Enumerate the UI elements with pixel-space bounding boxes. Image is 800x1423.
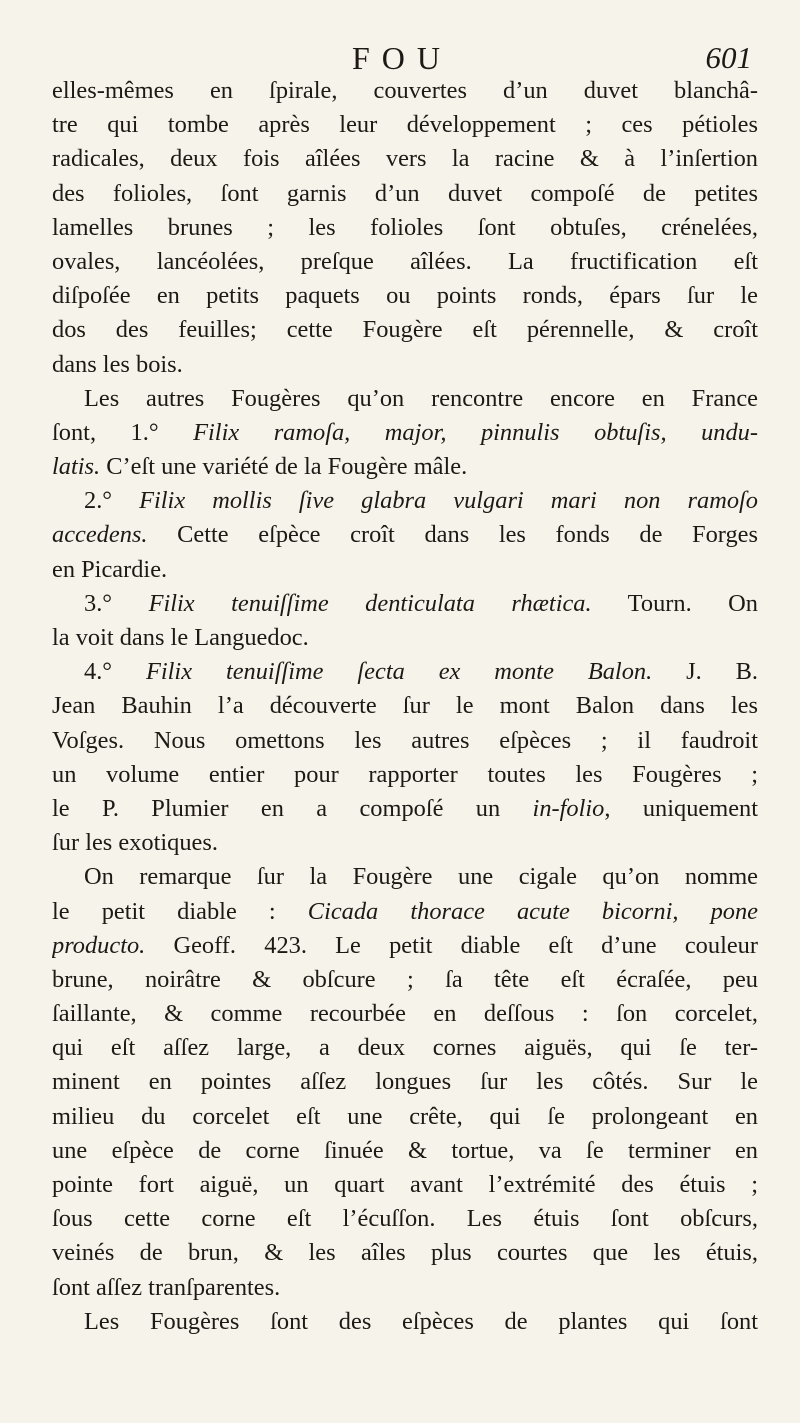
text-span: ſaillante, & comme recourbée en deſſous : ſon corcelet, — [52, 1000, 758, 1028]
text-line — [52, 1065, 758, 1099]
text-span: elles-mêmes en ſpirale, couvertes d’un duvet blanchâ- — [52, 77, 758, 104]
text-line — [52, 313, 758, 347]
body-text — [52, 74, 758, 1339]
text-span: dans les bois. — [52, 350, 183, 378]
text-span: une eſpèce de corne ſinuée & tortue, va ſe terminer en — [52, 1136, 758, 1164]
text-line — [52, 553, 758, 587]
text-span: milieu du corcelet eſt une crête, qui ſe prolongeant en — [52, 1102, 758, 1130]
text-line — [52, 348, 758, 382]
text-line — [52, 860, 758, 894]
text-line — [52, 1236, 758, 1270]
text-line — [52, 826, 758, 860]
italic-text: Filix tenuiſſime denticulata rhætica. — [148, 589, 592, 617]
text-span: On remarque ſur la Fougère une cigale qu’on nomme — [84, 863, 758, 891]
text-line — [52, 450, 758, 484]
text-span: le petit diable : — [52, 897, 308, 925]
text-span: Les autres Fougères qu’on rencontre encore en France — [84, 384, 758, 412]
text-span: , uniquement — [604, 794, 758, 822]
text-span: 3.° — [84, 589, 149, 617]
text-span: lamelles brunes ; les folioles ſont obtuſes, crénelées, — [52, 213, 758, 241]
text-line — [52, 142, 758, 176]
text-line — [52, 621, 758, 655]
text-span: diſpoſée en petits paquets ou points ronds, épars ſur le — [52, 282, 758, 310]
italic-text: accedens. — [52, 521, 148, 549]
text-span: veinés de brun, & les aîles plus courtes que les étuis, — [52, 1239, 758, 1267]
italic-text: in-folio — [532, 794, 605, 822]
text-span: la voit dans le Languedoc. — [52, 624, 309, 651]
text-line — [52, 1134, 758, 1168]
text-line — [52, 963, 758, 997]
text-line — [52, 74, 758, 108]
italic-text: latis. — [52, 453, 101, 481]
text-span: J. B. — [652, 658, 758, 686]
text-span: dos des feuilles; cette Fougère eſt pérennelle, & croît — [52, 316, 758, 344]
text-span: radicales, deux fois aîlées vers la racine & à l’inſertion — [52, 145, 758, 173]
text-line — [52, 177, 758, 211]
text-span: Les Fougères ſont des eſpèces de plantes qui ſont — [84, 1307, 758, 1335]
page-number: 601 — [705, 40, 752, 75]
text-line — [52, 655, 758, 689]
italic-text: Filix mollis ſive glabra vulgari mari non ramoſo — [139, 487, 758, 515]
text-line — [52, 1168, 758, 1202]
text-span: tre qui tombe après leur développement ; ces pétioles — [52, 111, 758, 139]
text-span: ſous cette corne eſt l’écuſſon. Les étuis ſont obſcurs, — [52, 1205, 758, 1233]
italic-text: Filix ramoſa, major, pinnulis obtuſis, undu- — [193, 418, 758, 446]
text-line — [52, 997, 758, 1031]
text-span: Jean Bauhin l’a découverte ſur le mont Balon dans les — [52, 692, 758, 720]
text-line — [52, 724, 758, 758]
text-line — [52, 1202, 758, 1236]
text-line — [52, 792, 758, 826]
italic-text: Filix tenuiſſime ſecta ex monte Balon. — [145, 658, 653, 686]
text-line — [52, 895, 758, 929]
text-span: minent en pointes aſſez longues ſur les côtés. Sur le — [52, 1068, 758, 1096]
text-line — [52, 518, 758, 552]
text-line — [52, 1100, 758, 1134]
text-line — [52, 382, 758, 416]
italic-text: Cicada thorace acute bicorni, pone — [307, 897, 758, 925]
text-line — [52, 689, 758, 723]
text-span: un volume entier pour rapporter toutes les Fougères ; — [52, 760, 758, 788]
italic-text: producto. — [52, 931, 146, 959]
text-line — [52, 108, 758, 142]
text-line — [52, 211, 758, 245]
text-line — [52, 1305, 758, 1339]
text-span: pointe fort aiguë, un quart avant l’extrémité des étuis ; — [52, 1171, 758, 1198]
text-span: Tourn. On — [591, 589, 758, 617]
text-span: ſur les exotiques. — [52, 829, 218, 857]
text-line — [52, 587, 758, 621]
text-line — [52, 416, 758, 450]
text-span: brune, noirâtre & obſcure ; ſa tête eſt écraſée, peu — [52, 965, 758, 993]
text-span: qui eſt aſſez large, a deux cornes aiguës, qui ſe ter- — [52, 1034, 758, 1062]
text-line — [52, 1271, 758, 1305]
text-span: 4.° — [84, 658, 146, 686]
text-line — [52, 1031, 758, 1065]
text-line — [52, 929, 758, 963]
text-span: Cette eſpèce croît dans les fonds de Forges — [147, 521, 758, 549]
text-span: ſont, 1.° — [52, 418, 194, 446]
text-span: C’eſt une variété de la Fougère mâle. — [100, 453, 468, 481]
text-line — [52, 484, 758, 518]
text-span: ſont aſſez tranſparentes. — [52, 1273, 281, 1301]
text-span: en Picardie. — [52, 555, 168, 583]
text-line — [52, 758, 758, 792]
text-span: Geoff. 423. Le petit diable eſt d’une couleur — [145, 931, 758, 959]
text-span: le P. Plumier en a compoſé un — [52, 794, 533, 822]
text-span: ovales, lancéolées, preſque aîlées. La fructification eſt — [52, 247, 758, 275]
text-span: des folioles, ſont garnis d’un duvet compoſé de petites — [52, 179, 758, 207]
text-span: 2.° — [84, 487, 140, 515]
running-head: FOU — [351, 40, 452, 76]
page-header — [52, 38, 752, 78]
text-span: Voſges. Nous omettons les autres eſpèces ; il faudroit — [52, 726, 758, 754]
text-line — [52, 245, 758, 279]
text-line — [52, 279, 758, 313]
